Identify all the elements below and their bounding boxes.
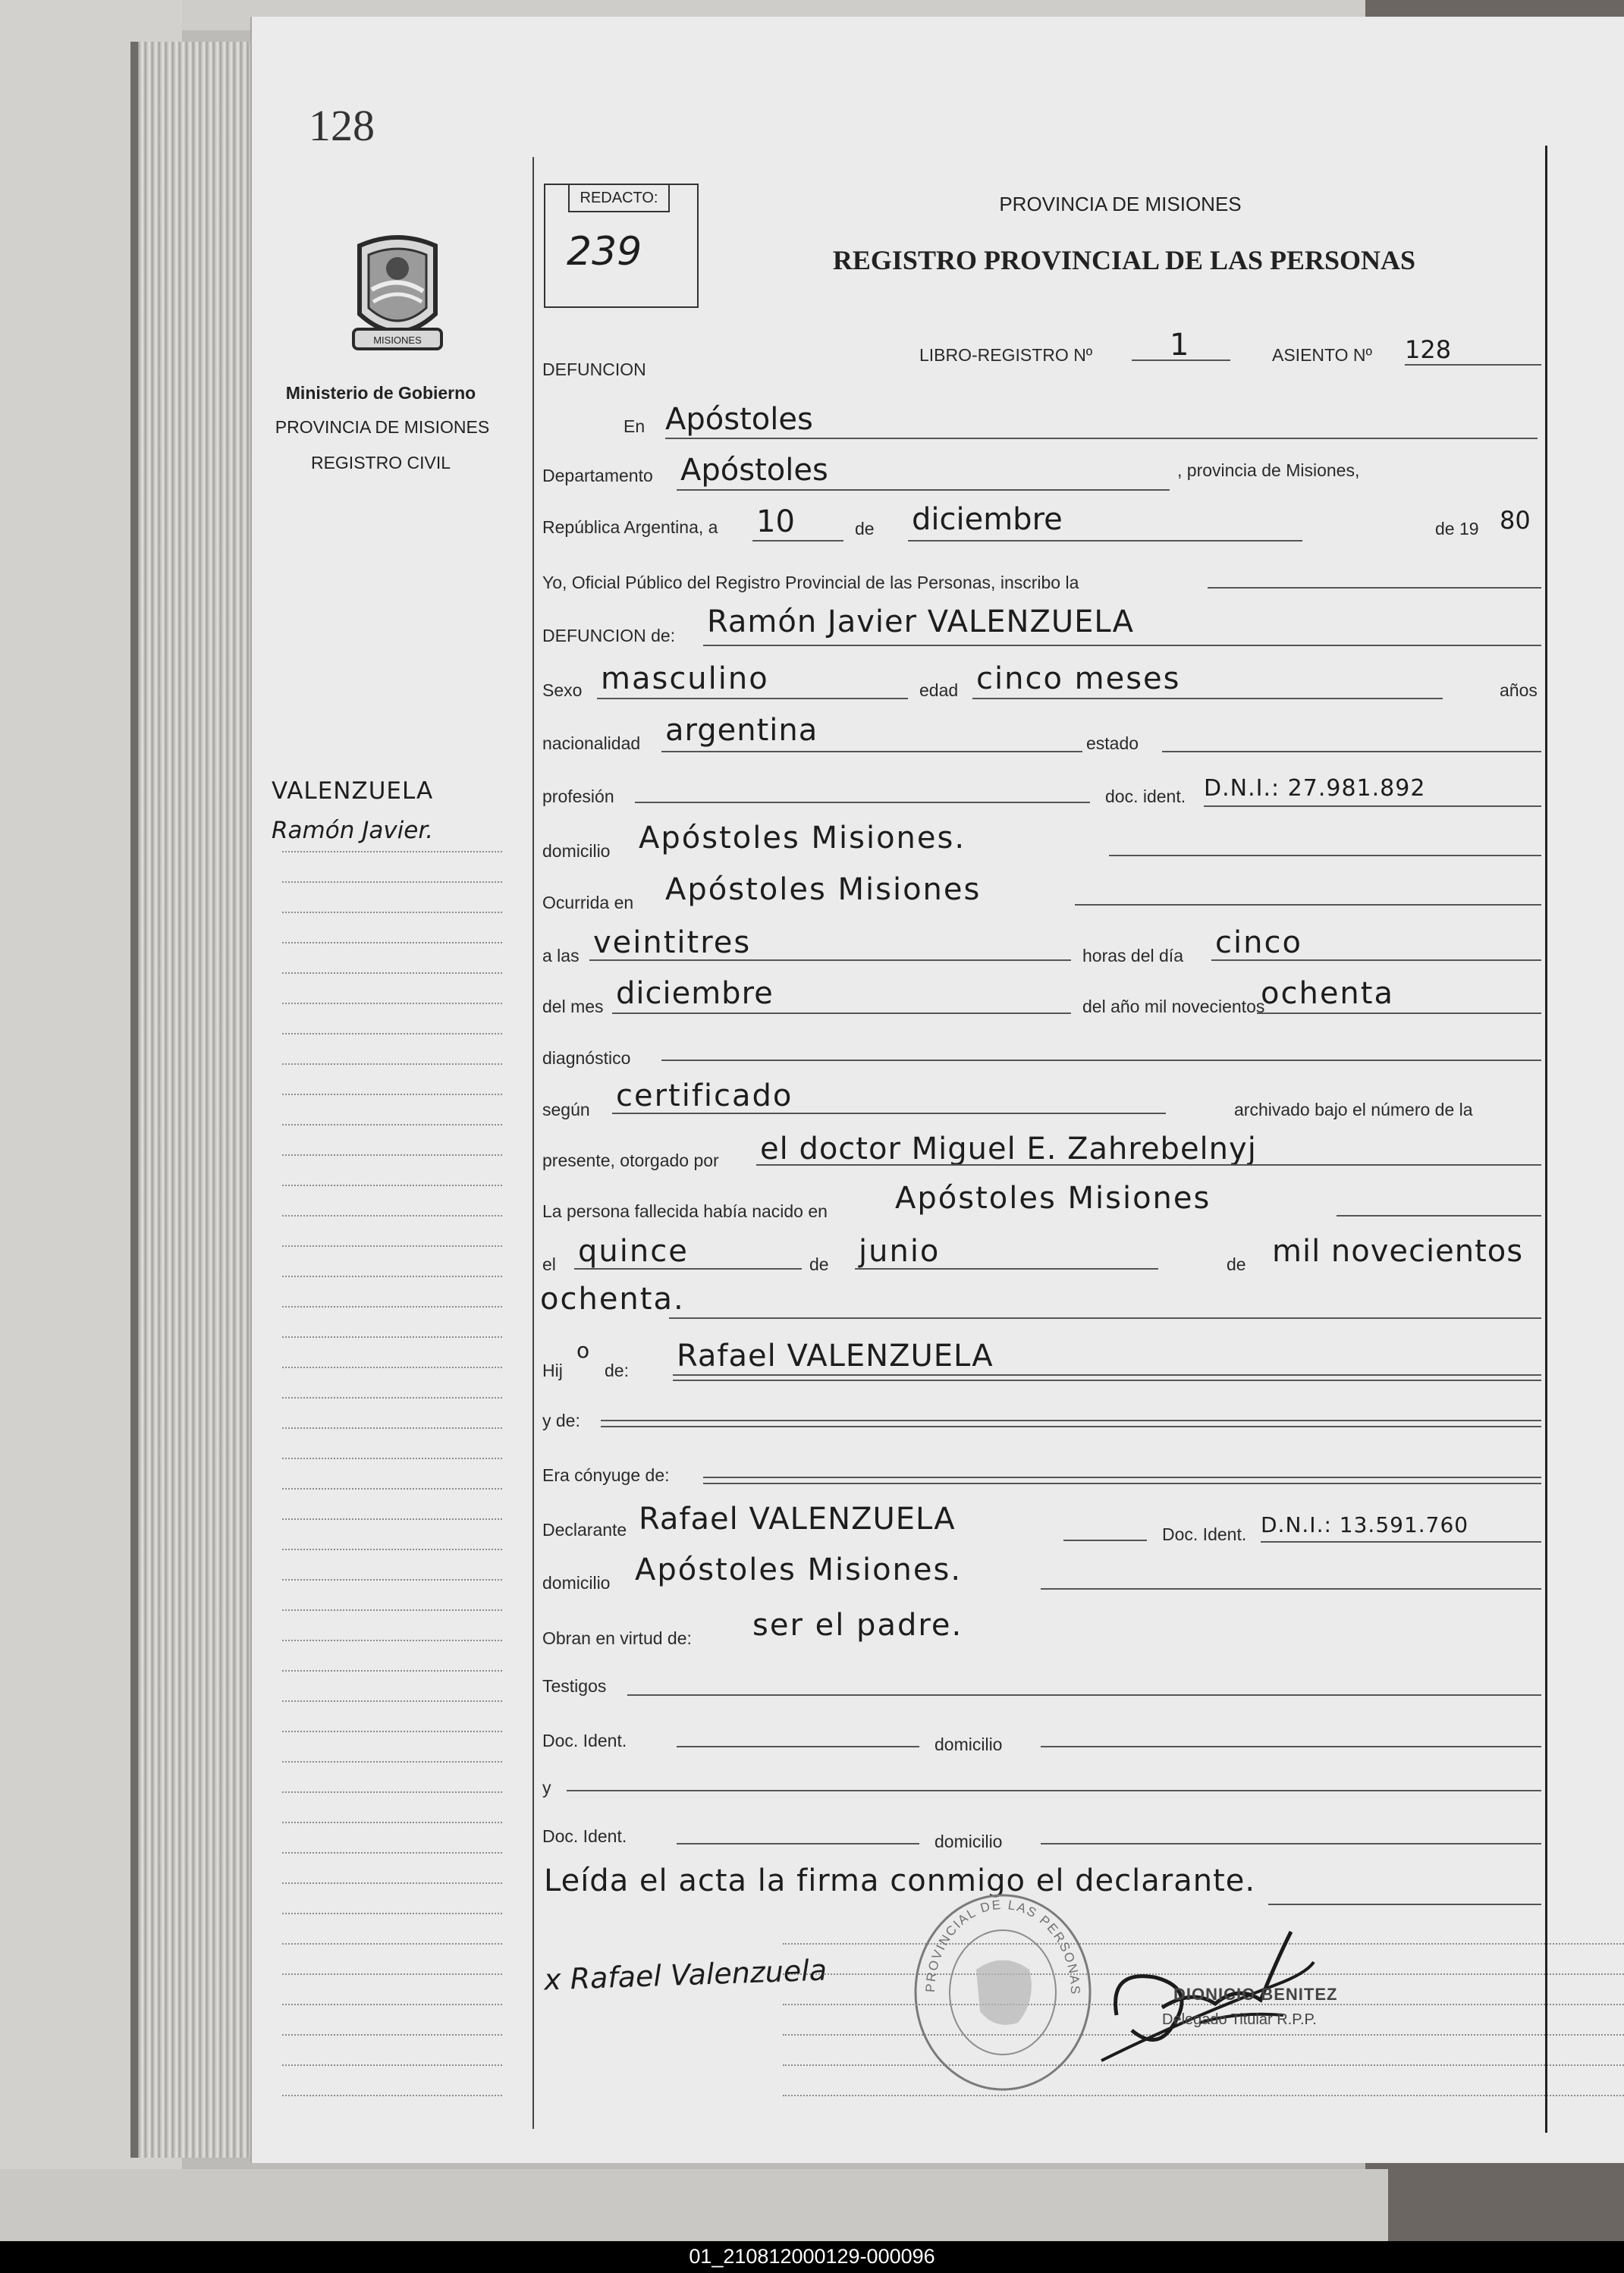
field-line [1041, 1746, 1541, 1747]
field-line [601, 1426, 1541, 1427]
field-line [703, 1483, 1541, 1484]
doc-ident-label: doc. ident. [1105, 786, 1186, 806]
field-line [677, 1843, 919, 1844]
field-line [589, 959, 1071, 961]
background-bottom [0, 2169, 1388, 2241]
de19-label: de 19 [1435, 519, 1479, 538]
margin-rule [282, 1154, 502, 1156]
margin-rule [282, 912, 502, 913]
margin-note-name: Ramón Javier. [272, 817, 434, 844]
diagnostico-label: diagnóstico [542, 1048, 631, 1068]
margin-rule [282, 1973, 502, 1975]
ocurrida-value: Apóstoles Misiones [665, 872, 982, 907]
field-line [972, 698, 1443, 699]
register-page [250, 17, 1624, 2163]
margin-rule [282, 1670, 502, 1672]
margin-rule [282, 2034, 502, 2036]
header-province: PROVINCIA DE MISIONES [999, 193, 1242, 215]
nacido-value: Apóstoles Misiones [895, 1181, 1211, 1216]
edad-value: cinco meses [976, 661, 1181, 696]
margin-rule [282, 1063, 502, 1065]
margin-rule [282, 1761, 502, 1763]
hijo-suffix: o [576, 1338, 590, 1363]
field-line [612, 1113, 1166, 1114]
official-name: DIONICIO BENITEZ [1173, 1985, 1338, 2004]
defuncion-de-value: Ramón Javier VALENZUELA [707, 604, 1134, 639]
field-line [756, 1164, 1541, 1166]
del-ano-label: del año mil novecientos [1082, 997, 1265, 1016]
field-line [908, 540, 1302, 542]
field-line [1337, 1215, 1541, 1217]
margin-rule [282, 1124, 502, 1126]
margin-rule [282, 1579, 502, 1581]
field-line [1261, 1541, 1541, 1543]
provincia-label: , provincia de Misiones, [1177, 460, 1360, 480]
hijo-value: Rafael VALENZUELA [677, 1339, 994, 1374]
field-line [677, 1746, 919, 1747]
field-line [661, 751, 1082, 752]
archivado-label: archivado bajo el número de la [1234, 1100, 1473, 1119]
sexo-label: Sexo [542, 680, 583, 700]
departamento-value: Apóstoles [680, 453, 828, 488]
frame-right-line [1545, 146, 1547, 2133]
de2-label: de [809, 1254, 829, 1274]
field-line [1257, 1012, 1541, 1014]
margin-rule [282, 1276, 502, 1277]
page-number: 128 [309, 101, 375, 150]
margin-rule [282, 881, 502, 883]
margin-rule [282, 1882, 502, 1884]
field-line [673, 1374, 1541, 1376]
field-line [677, 489, 1170, 491]
domicilio4-label: domicilio [935, 1832, 1003, 1851]
sexo-value: masculino [601, 661, 769, 696]
margin-rule [282, 1609, 502, 1611]
misiones-emblem-icon [343, 229, 453, 373]
republica-label: República Argentina, a [542, 517, 718, 537]
emblem-word: MISIONES [373, 334, 422, 346]
margin-rule [282, 1518, 502, 1520]
field-line [567, 1790, 1541, 1791]
del-mes-value: diciembre [616, 976, 774, 1011]
departamento-label: Departamento [542, 466, 653, 485]
margin-rule [282, 1003, 502, 1004]
closing-text: Leída el acta la firma conmigo el declarante. [544, 1863, 1256, 1898]
field-line [1268, 1904, 1541, 1905]
doc-ident4-label: Doc. Ident. [542, 1826, 627, 1846]
nacionalidad-value: argentina [665, 713, 818, 748]
field-line [1208, 587, 1541, 589]
field-line [1063, 1540, 1147, 1541]
field-line [635, 802, 1090, 803]
margin-rule [282, 1427, 502, 1429]
field-line [1132, 359, 1230, 361]
field-line [601, 1420, 1541, 1421]
margin-rule [282, 1215, 502, 1217]
asiento-label: ASIENTO Nº [1272, 345, 1372, 365]
field-line [597, 698, 908, 699]
presente-label: presente, otorgado por [542, 1151, 719, 1170]
doc-ident-value: D.N.I.: 27.981.892 [1204, 775, 1426, 802]
redacto-box [544, 184, 699, 308]
yo-text: Yo, Oficial Público del Registro Provincial de las Personas, inscribo la [542, 573, 1079, 592]
field-line [1109, 855, 1541, 856]
hijo-label: Hij [542, 1361, 563, 1380]
margin-rule [282, 1397, 502, 1399]
margin-rule [282, 1306, 502, 1308]
mes-value: diciembre [912, 502, 1063, 537]
ochenta-continuation: ochenta. [540, 1282, 685, 1317]
margin-rule [282, 1852, 502, 1854]
en-value: Apóstoles [665, 402, 813, 437]
margin-rule [282, 972, 502, 974]
field-line [669, 1317, 1541, 1319]
domicilio-value: Apóstoles Misiones. [639, 821, 966, 856]
defuncion-de-label: DEFUNCION de: [542, 626, 676, 645]
domicilio2-label: domicilio [542, 1573, 611, 1593]
margin-rule [282, 942, 502, 943]
segun-label: según [542, 1100, 590, 1119]
y-de-label: y de: [542, 1411, 580, 1430]
nacionalidad-label: nacionalidad [542, 733, 641, 753]
declarante-value: Rafael VALENZUELA [639, 1502, 956, 1537]
field-line [661, 1060, 1541, 1061]
anos-label: años [1500, 680, 1538, 700]
margin-rule [282, 1700, 502, 1702]
el-value: quince [578, 1234, 689, 1269]
field-line [665, 438, 1538, 439]
field-line [1075, 904, 1541, 906]
declarant-signature: x Rafael Valenzuela [543, 1953, 828, 1997]
field-line [1162, 751, 1541, 752]
field-line [612, 1012, 1071, 1014]
el-label: el [542, 1254, 556, 1274]
de-label: de [855, 519, 875, 538]
ministry-title: Ministerio de Gobierno [285, 383, 476, 403]
header-registry: REGISTRO PROVINCIAL DE LAS PERSONAS [832, 245, 1416, 275]
defuncion-title: DEFUNCION [542, 359, 646, 379]
margin-rule [282, 851, 502, 852]
field-line [673, 1380, 1541, 1381]
de3-value: mil novecientos [1272, 1234, 1524, 1269]
a-las-label: a las [542, 946, 580, 965]
de3-label: de [1227, 1254, 1246, 1274]
obran-label: Obran en virtud de: [542, 1628, 692, 1648]
margin-rule [282, 1913, 502, 1914]
margin-rule [282, 1033, 502, 1034]
margin-rule [282, 1640, 502, 1641]
testigos-label: Testigos [542, 1676, 607, 1696]
segun-value: certificado [616, 1078, 793, 1113]
field-line [1041, 1588, 1541, 1590]
horas-value: cinco [1215, 925, 1302, 960]
margin-rule [282, 1367, 502, 1368]
presente-value: el doctor Miguel E. Zahrebelnyj [760, 1132, 1257, 1166]
declarante-label: Declarante [542, 1520, 627, 1540]
field-line [1211, 959, 1541, 961]
field-line [574, 1268, 802, 1270]
field-line [1204, 805, 1541, 807]
footer-id: 01_210812000129-000096 [689, 2245, 935, 2268]
margin-rule [282, 2004, 502, 2005]
field-line [703, 645, 1541, 646]
profesion-label: profesión [542, 786, 614, 806]
domicilio2-value: Apóstoles Misiones. [635, 1552, 963, 1587]
frame-left-line [532, 157, 534, 2129]
margin-rule [282, 1336, 502, 1338]
redacto-label: REDACTO: [568, 185, 670, 212]
de2-value: junio [859, 1234, 941, 1269]
margin-rule [282, 1245, 502, 1247]
margin-rule [282, 1458, 502, 1459]
field-line [1041, 1843, 1541, 1844]
nacido-label: La persona fallecida había nacido en [542, 1201, 828, 1221]
margin-rule [282, 1094, 502, 1095]
margin-rule [282, 2095, 502, 2096]
obran-value: ser el padre. [752, 1608, 963, 1643]
field-line [752, 540, 843, 542]
del-mes-label: del mes [542, 997, 604, 1016]
footer-bar [0, 2241, 1624, 2273]
field-line [627, 1694, 1541, 1696]
margin-rule [282, 1731, 502, 1732]
dia-value: 10 [756, 504, 795, 539]
stamp-text: PROVINCIAL DE LAS PERSONAS [922, 1897, 1083, 1996]
margin-rule [282, 1943, 502, 1945]
anio-value: 80 [1500, 506, 1531, 535]
margin-rule [282, 1791, 502, 1793]
official-stamp-icon [904, 1886, 1101, 2099]
asiento-value: 128 [1405, 335, 1452, 364]
libro-value: 1 [1170, 328, 1189, 363]
estado-label: estado [1086, 733, 1139, 753]
en-label: En [624, 416, 646, 436]
ministry-registry: REGISTRO CIVIL [310, 453, 451, 472]
del-ano-value: ochenta [1261, 976, 1394, 1011]
doc-ident2-label: Doc. Ident. [1162, 1524, 1247, 1544]
domicilio3-label: domicilio [935, 1735, 1003, 1754]
domicilio-label: domicilio [542, 841, 611, 861]
official-title: Delegado Titular R.P.P. [1162, 2011, 1317, 2028]
conyuge-label: Era cónyuge de: [542, 1465, 670, 1485]
margin-rule [282, 2064, 502, 2066]
margin-rule [282, 1822, 502, 1823]
ministry-province: PROVINCIA DE MISIONES [275, 417, 490, 437]
ocurrida-label: Ocurrida en [542, 893, 634, 912]
margin-rule [282, 1185, 502, 1186]
margin-note-surname: VALENZUELA [272, 777, 434, 805]
libro-label: LIBRO-REGISTRO Nº [919, 345, 1093, 365]
redacto-value: 239 [567, 229, 642, 275]
horas-label: horas del día [1082, 946, 1183, 965]
field-line [703, 1477, 1541, 1478]
y2-label: y [542, 1778, 551, 1797]
field-line [1405, 364, 1541, 366]
field-line [855, 1268, 1158, 1270]
hijo-de-label: de: [605, 1361, 629, 1380]
margin-rule [282, 1549, 502, 1550]
doc-ident3-label: Doc. Ident. [542, 1731, 627, 1750]
margin-rule [282, 1488, 502, 1490]
doc-ident2-value: D.N.I.: 13.591.760 [1261, 1512, 1469, 1537]
a-las-value: veintitres [593, 925, 752, 960]
edad-label: edad [919, 680, 959, 700]
